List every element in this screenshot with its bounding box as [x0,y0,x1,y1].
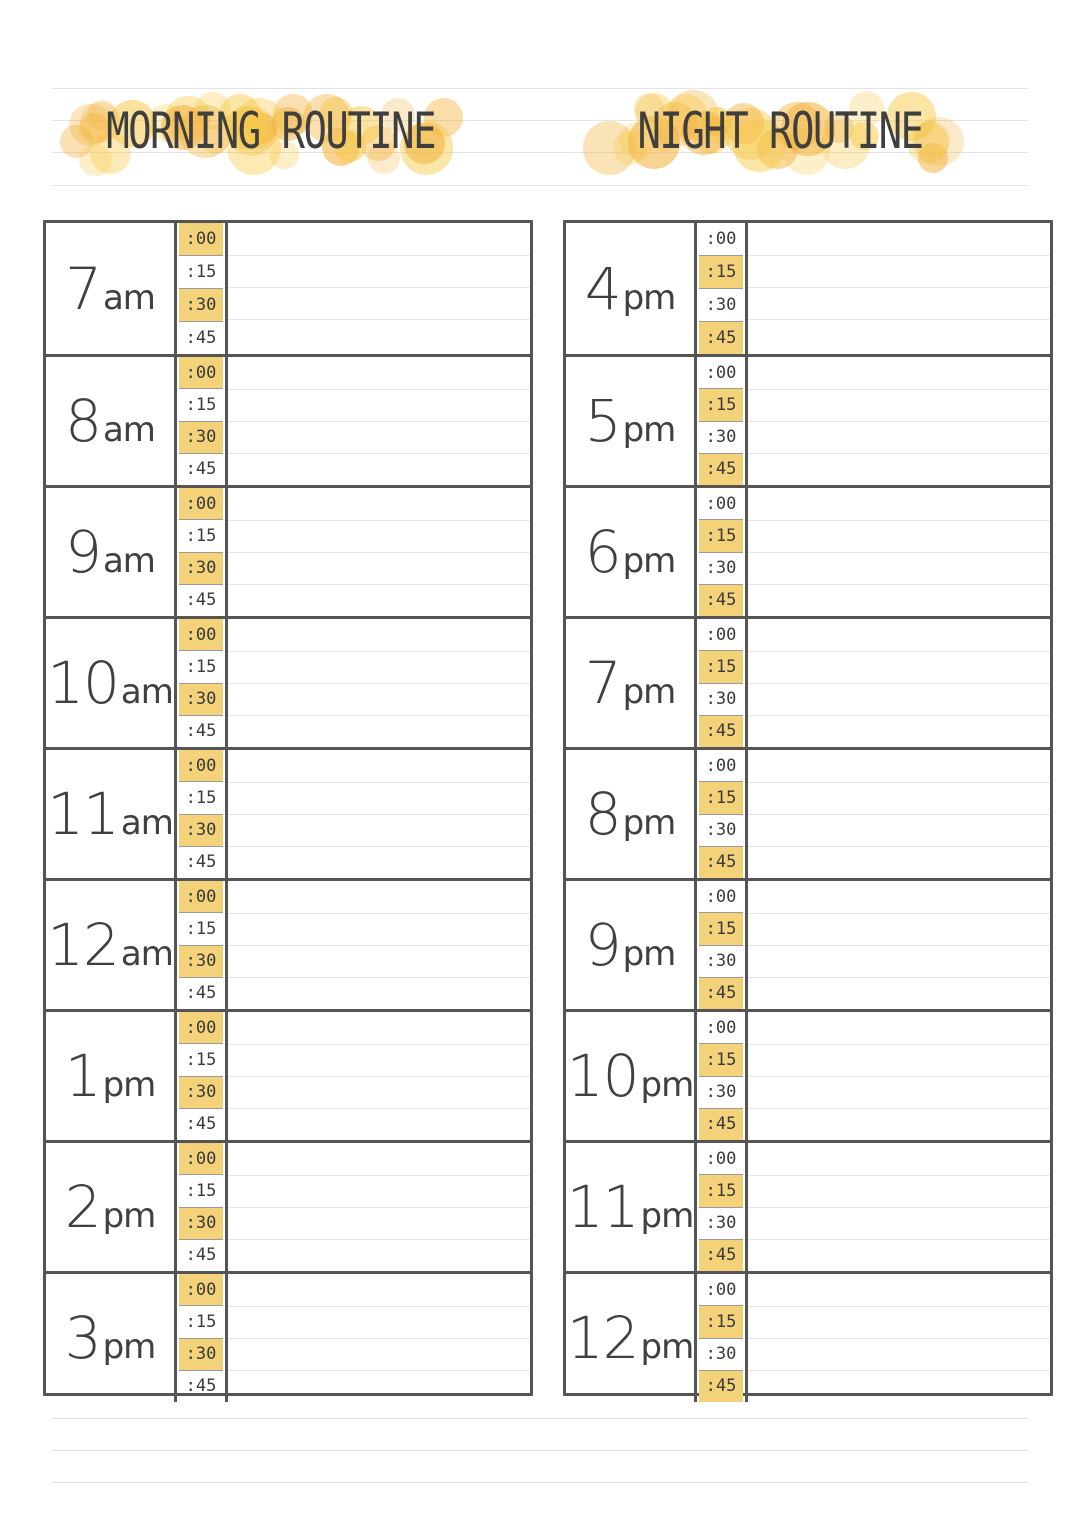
minute-marks [174,750,228,878]
hour-number: 7 [584,649,621,717]
hour-label [46,223,174,354]
minute-mark: :30 [179,1339,223,1371]
writing-line [748,584,1050,585]
writing-line [228,814,530,815]
minute-mark: :30 [699,422,743,454]
writing-line [228,1207,530,1208]
minute-mark: :15 [179,1044,223,1076]
hour-row [566,747,1050,878]
hour-label [566,1012,694,1140]
hour-row [46,354,530,485]
writing-area[interactable] [748,619,1050,747]
hour-row [566,1271,1050,1402]
minute-mark: :45 [699,847,743,878]
hour-label [46,1143,174,1271]
minute-marks [694,750,748,878]
minute-mark: :00 [179,881,223,913]
ruled-line [52,1418,1028,1419]
minute-marks [174,1012,228,1140]
writing-line [748,651,1050,652]
night-routine-heading [580,78,980,190]
minute-mark: :45 [699,716,743,747]
writing-line [228,945,530,946]
writing-area[interactable] [228,223,530,354]
hour-number: 3 [64,1304,101,1372]
minute-mark: :30 [179,553,223,585]
writing-area[interactable] [228,1274,530,1402]
hour-row [46,1271,530,1402]
writing-line [748,683,1050,684]
hour-row [566,1140,1050,1271]
minute-marks [174,881,228,1009]
hour-suffix: pm [622,277,676,318]
hour-number: 9 [65,518,101,586]
minute-marks [694,1012,748,1140]
minute-marks [174,223,228,354]
hour-label [46,619,174,747]
minute-mark: :15 [699,1306,743,1338]
minute-mark: :00 [179,223,223,256]
writing-line [748,1306,1050,1307]
writing-line [228,319,530,320]
hour-number: 6 [584,518,621,586]
hour-label [566,881,694,1009]
hour-label [46,488,174,616]
writing-line [228,421,530,422]
hour-row [46,485,530,616]
night-schedule [563,220,1053,1396]
writing-area[interactable] [748,1012,1050,1140]
writing-line [748,1370,1050,1371]
writing-line [228,1239,530,1240]
writing-line [228,389,530,390]
hour-number: 5 [584,387,621,455]
ruled-line [52,1450,1028,1451]
minute-mark: :00 [699,1143,743,1175]
minute-mark: :00 [699,619,743,651]
minute-marks [174,619,228,747]
night-routine-title: NIGHT ROUTINE [637,102,923,160]
writing-line [228,1044,530,1045]
minute-mark: :15 [699,782,743,814]
hour-label [566,357,694,485]
hour-label [566,488,694,616]
minute-mark: :45 [699,1371,743,1402]
writing-area[interactable] [748,488,1050,616]
writing-line [228,1108,530,1109]
hour-row [46,1009,530,1140]
writing-area[interactable] [228,881,530,1009]
minute-mark: :15 [699,256,743,289]
hour-suffix: pm [102,1327,156,1367]
writing-line [228,584,530,585]
writing-line [748,1207,1050,1208]
minute-marks [694,223,748,354]
hour-row [566,616,1050,747]
hour-suffix: pm [102,1196,156,1236]
writing-line [748,453,1050,454]
hour-number: 11 [47,780,119,848]
writing-area[interactable] [228,619,530,747]
writing-area[interactable] [228,750,530,878]
hour-suffix: am [102,541,155,581]
minute-mark: :30 [179,422,223,454]
writing-line [748,319,1050,320]
minute-mark: :00 [179,1012,223,1044]
minute-mark: :00 [179,1143,223,1175]
writing-line [748,945,1050,946]
minute-mark: :15 [179,1175,223,1207]
hour-label [566,750,694,878]
minute-marks [694,357,748,485]
hour-suffix: pm [622,934,676,974]
minute-mark: :00 [699,881,743,913]
minute-mark: :15 [179,1306,223,1338]
hour-suffix: pm [622,672,676,712]
writing-line [748,421,1050,422]
hour-number: 8 [65,387,101,455]
writing-line [228,715,530,716]
minute-mark: :45 [185,983,217,1004]
minute-mark: :30 [179,684,223,716]
morning-routine-title: MORNING ROUTINE [106,102,436,160]
hour-number: 2 [64,1173,101,1241]
minute-mark: :00 [179,488,223,520]
minute-mark: :45 [185,1114,217,1135]
writing-line [228,255,530,256]
writing-line [228,1338,530,1339]
hour-row [46,878,530,1009]
hour-suffix: pm [622,803,676,843]
writing-area[interactable] [748,1143,1050,1271]
hour-suffix: pm [102,1065,156,1105]
hour-row [46,747,530,878]
writing-area[interactable] [228,1012,530,1140]
writing-line [748,1175,1050,1176]
hour-number: 12 [47,911,119,979]
writing-line [748,814,1050,815]
minute-mark: :15 [179,520,223,552]
minute-mark: :30 [699,553,743,585]
writing-line [748,287,1050,288]
minute-mark: :30 [179,289,223,322]
hour-number: 1 [64,1042,101,1110]
writing-line [228,1306,530,1307]
hour-number: 10 [47,649,119,717]
minute-marks [694,1274,748,1402]
writing-area[interactable] [748,223,1050,354]
minute-mark: :45 [699,978,743,1009]
writing-line [228,651,530,652]
writing-line [228,683,530,684]
hour-suffix: am [120,672,173,712]
hour-suffix: pm [640,1196,694,1236]
minute-mark: :45 [699,1240,743,1271]
writing-area[interactable] [228,1143,530,1271]
minute-mark: :45 [185,590,217,611]
bokeh-dot [60,125,92,157]
hour-row [566,485,1050,616]
writing-line [748,552,1050,553]
writing-area[interactable] [748,357,1050,485]
minute-mark: :30 [179,1208,223,1240]
writing-line [228,1370,530,1371]
minute-marks [694,881,748,1009]
hour-number: 8 [584,780,621,848]
hour-suffix: pm [640,1065,694,1105]
hour-number: 10 [566,1042,639,1110]
minute-mark: :15 [699,520,743,552]
hour-row [566,354,1050,485]
minute-mark: :45 [699,454,743,485]
writing-line [228,287,530,288]
minute-mark: :15 [179,389,223,421]
hour-suffix: pm [622,410,676,450]
minute-mark: :15 [699,1044,743,1076]
minute-mark: :30 [179,815,223,847]
writing-line [228,1175,530,1176]
minute-mark: :15 [699,389,743,421]
minute-marks [694,619,748,747]
minute-marks [694,1143,748,1271]
hour-label [566,1274,694,1402]
hour-row [46,616,530,747]
writing-line [748,1338,1050,1339]
minute-mark: :45 [185,328,217,348]
minute-marks [174,1143,228,1271]
hour-label [566,619,694,747]
minute-mark: :00 [699,223,743,256]
writing-line [748,520,1050,521]
minute-mark: :45 [185,721,217,742]
writing-line [228,453,530,454]
writing-line [748,1108,1050,1109]
minute-marks [174,357,228,485]
writing-line [228,846,530,847]
minute-mark: :00 [179,750,223,782]
minute-mark: :45 [185,459,217,480]
hour-number: 11 [566,1173,639,1241]
writing-line [748,715,1050,716]
minute-mark: :30 [699,289,743,322]
hour-suffix: am [120,803,173,843]
minute-marks [174,488,228,616]
hour-label [566,223,694,354]
writing-area[interactable] [748,881,1050,1009]
writing-line [228,520,530,521]
hour-label [566,1143,694,1271]
writing-line [228,1076,530,1077]
minute-mark: :15 [699,913,743,945]
hour-suffix: am [102,410,155,450]
minute-mark: :00 [699,750,743,782]
minute-mark: :30 [179,946,223,978]
hour-number: 9 [584,911,621,979]
writing-area[interactable] [748,1274,1050,1402]
writing-line [228,913,530,914]
minute-mark: :45 [185,852,217,873]
minute-mark: :30 [699,1077,743,1109]
hour-label [46,1012,174,1140]
hour-suffix: am [120,934,173,974]
morning-routine-heading [60,78,480,190]
minute-mark: :45 [185,1376,217,1397]
minute-mark: :00 [179,1274,223,1306]
minute-mark: :45 [699,322,743,354]
writing-line [748,389,1050,390]
writing-line [228,552,530,553]
hour-suffix: am [102,277,155,318]
minute-mark: :30 [699,1208,743,1240]
writing-line [748,977,1050,978]
writing-line [748,1239,1050,1240]
hour-label [46,881,174,1009]
hour-row [46,223,530,354]
writing-area[interactable] [228,488,530,616]
hour-label [46,1274,174,1402]
minute-mark: :00 [179,357,223,389]
writing-line [228,782,530,783]
hour-suffix: pm [640,1327,694,1367]
minute-mark: :30 [699,1339,743,1371]
hour-number: 12 [566,1304,639,1372]
hour-row [566,878,1050,1009]
writing-line [748,913,1050,914]
writing-line [748,782,1050,783]
minute-mark: :45 [699,1109,743,1140]
hour-number: 7 [65,254,101,323]
minute-mark: :15 [179,256,223,289]
minute-mark: :30 [699,946,743,978]
writing-line [748,1044,1050,1045]
writing-line [748,1076,1050,1077]
minute-mark: :15 [699,651,743,683]
minute-mark: :15 [179,913,223,945]
hour-suffix: pm [622,541,676,581]
writing-line [748,846,1050,847]
minute-mark: :45 [699,585,743,616]
minute-mark: :30 [699,815,743,847]
hour-row [566,223,1050,354]
writing-line [748,255,1050,256]
writing-area[interactable] [228,357,530,485]
minute-mark: :15 [699,1175,743,1207]
minute-mark: :30 [699,684,743,716]
minute-mark: :45 [185,1245,217,1266]
minute-mark: :30 [179,1077,223,1109]
morning-schedule [43,220,533,1396]
writing-line [228,977,530,978]
minute-mark: :00 [699,357,743,389]
minute-mark: :00 [179,619,223,651]
hour-label [46,750,174,878]
hour-row [46,1140,530,1271]
minute-marks [174,1274,228,1402]
hour-row [566,1009,1050,1140]
minute-mark: :00 [699,1012,743,1044]
minute-mark: :15 [179,651,223,683]
minute-marks [694,488,748,616]
hour-number: 4 [584,254,621,323]
minute-mark: :00 [699,1274,743,1306]
ruled-line [52,1482,1028,1483]
minute-mark: :15 [179,782,223,814]
minute-mark: :00 [699,488,743,520]
hour-label [46,357,174,485]
writing-area[interactable] [748,750,1050,878]
